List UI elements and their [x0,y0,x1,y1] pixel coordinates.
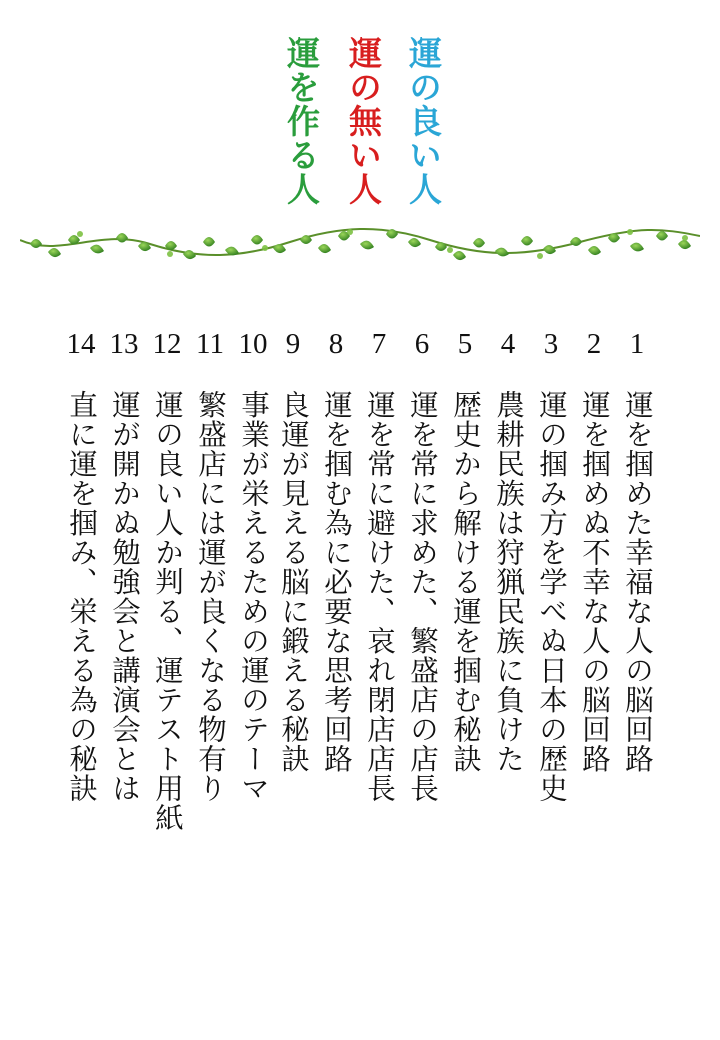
item-number-2: 2 [586,328,602,360]
item-number-5: 5 [457,328,473,360]
item-number-6: 6 [414,328,430,360]
item-number-3: 3 [543,328,559,360]
item-text-12: 運の良い人か判る、運テスト用紙 [151,390,184,833]
item-number-8: 8 [328,328,344,360]
item-number-1: 1 [629,328,645,360]
item-number-9: 9 [285,328,301,360]
item-text-4: 農耕民族は狩猟民族に負けた [492,390,525,774]
item-number-12: 12 [152,328,182,360]
item-text-11: 繁盛店には運が良くなる物有り [194,390,227,803]
item-text-2: 運を掴めぬ不幸な人の脳回路 [578,390,611,774]
item-text-7: 運を常に避けた、哀れ閉店店長 [363,390,396,803]
item-number-13: 13 [109,328,139,360]
item-number-10: 10 [238,328,268,360]
item-text-3: 運の掴み方を学べぬ日本の歴史 [535,390,568,803]
item-number-14: 14 [66,328,96,360]
item-text-1: 運を掴めた幸福な人の脳回路 [621,390,654,774]
title-good-luck: 運の良い人 [404,36,443,206]
ivy-vine-decoration [20,218,700,274]
item-number-11: 11 [196,328,224,360]
title-make-luck: 運を作る人 [282,36,321,206]
item-text-8: 運を掴む為に必要な思考回路 [320,390,353,774]
item-text-9: 良運が見える脳に鍛える秘訣 [277,390,310,774]
item-text-14: 直に運を掴み、栄える為の秘訣 [65,390,98,803]
item-text-13: 運が開かぬ勉強会と講演会とは [108,390,141,803]
item-number-4: 4 [500,328,516,360]
item-text-5: 歴史から解ける運を掴む秘訣 [449,390,482,774]
item-text-6: 運を常に求めた、繁盛店の店長 [406,390,439,803]
item-text-10: 事業が栄えるための運のテーマ [237,390,270,803]
title-no-luck: 運の無い人 [344,36,383,206]
item-number-7: 7 [371,328,387,360]
